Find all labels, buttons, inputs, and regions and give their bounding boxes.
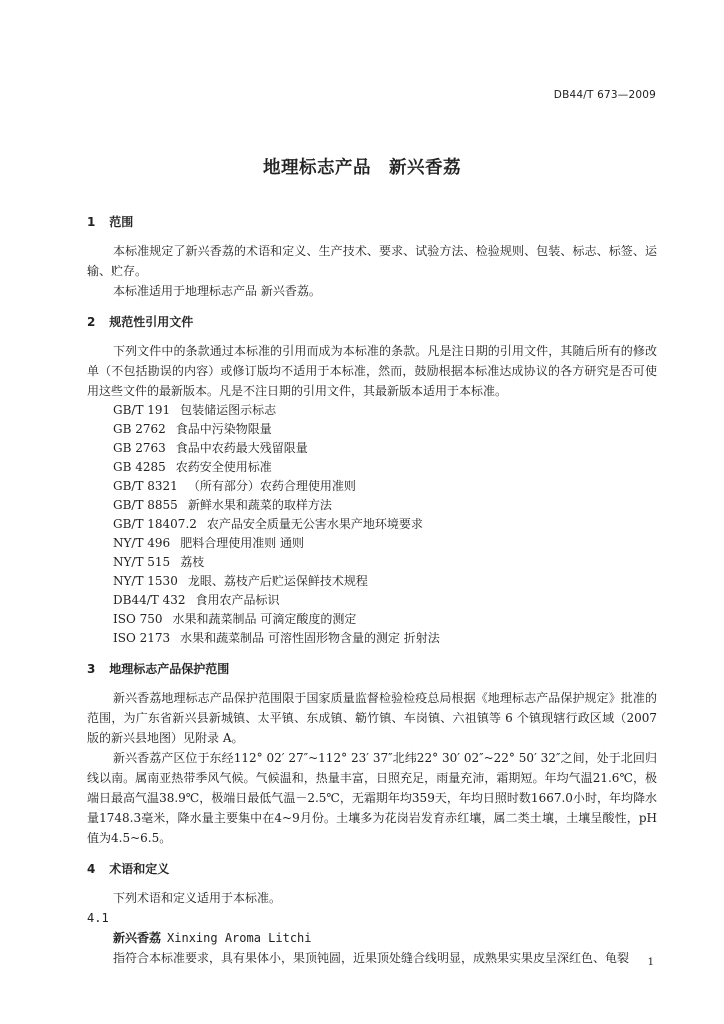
reference-code: GB/T 8855 (113, 498, 178, 512)
section-title: 术语和定义 (109, 862, 170, 876)
reference-item (113, 591, 657, 610)
reference-item (113, 439, 657, 458)
reference-code: GB/T 18407.2 (113, 517, 197, 531)
paragraph: 本标准规定了新兴香荔的术语和定义、生产技术、要求、试验方法、检验规则、包装、标志、标签、运输、贮存。 (87, 244, 657, 278)
term-english: Xinxing Aroma Litchi (167, 931, 312, 945)
reference-code: GB/T 191 (113, 403, 171, 417)
term-definition: 指符合本标准要求，具有果体小，果顶钝圆，近果顶处缝合线明显，成熟果实果皮呈深红色、龟裂 (113, 951, 630, 965)
reference-item (113, 496, 657, 515)
reference-item (113, 420, 657, 439)
reference-item (113, 572, 657, 591)
section-number: 1 (87, 215, 96, 229)
section-4-heading (87, 859, 657, 879)
paragraph: 新兴香荔产区位于东经112° 02′ 27″~112° 23′ 37″北纬22° 30′ 02″~22° 50′ 32″之间，处于北回归线以南。属南亚热带季风气候。气候温和，热量丰富，日照充足，雨量充沛，霜期短。年均气温21.6℃，极端日最高气温38.9℃，极端日最低气温－2.5℃，无霜期年均359天，年均日照时数1667.0小时，年均降水量1748.3毫米，降水量主要集中在4~9月份。土壤多为花岗岩发育赤红壤，属二类土壤，土壤呈酸性，pH值为4.5~6.5。 (87, 751, 657, 845)
page-number: 1 (647, 957, 654, 968)
section-number: 2 (87, 315, 96, 329)
reference-code: GB 2762 (113, 422, 166, 436)
reference-code: GB 4285 (113, 460, 166, 474)
paragraph: 下列文件中的条款通过本标准的引用而成为本标准的条款。凡是注日期的引用文件，其随后所有的修改单（不包括勘误的内容）或修订版均不适用于本标准，然而，鼓励根据本标准达成协议的各方研究是否可使用这些文件的最新版本。凡是不注日期的引用文件，其最新版本适用于本标准。 (87, 344, 657, 398)
section-1-heading (87, 212, 657, 232)
reference-code: DB44/T 432 (113, 593, 186, 607)
section-2-heading (87, 312, 657, 332)
reference-code: NY/T 1530 (113, 574, 178, 588)
reference-code: GB/T 8321 (113, 479, 178, 493)
reference-list (87, 401, 657, 648)
reference-title: 水果和蔬菜制品 可溶性固形物含量的测定 折射法 (180, 631, 440, 645)
reference-code: ISO 2173 (113, 631, 171, 645)
reference-item (113, 534, 657, 553)
section-number: 4 (87, 862, 96, 876)
reference-item (113, 458, 657, 477)
reference-item (113, 610, 657, 629)
reference-title: 食用农产品标识 (195, 593, 280, 607)
document-body (87, 212, 657, 968)
reference-title: 农药安全使用标准 (175, 460, 272, 474)
section-3-heading (87, 659, 657, 679)
reference-item (113, 515, 657, 534)
reference-title: 新鲜水果和蔬菜的取样方法 (187, 498, 332, 512)
reference-title: 肥料合理使用准则 通则 (180, 536, 305, 550)
section-number: 3 (87, 662, 96, 676)
reference-code: GB 2763 (113, 441, 166, 455)
document-title: 地理标志产品 新兴香荔 (263, 158, 461, 178)
term-chinese: 新兴香荔 (113, 931, 162, 945)
reference-title: 水果和蔬菜制品 可滴定酸度的测定 (172, 612, 357, 626)
paragraph: 新兴香荔地理标志产品保护范围限于国家质量监督检验检疫总局根据《地理标志产品保护规定》批准的范围，为广东省新兴县新城镇、太平镇、东成镇、簕竹镇、车岗镇、六祖镇等 6 个镇现辖行政区域（2007 版的新兴县地图）见附录 A。 (87, 691, 657, 745)
reference-title: 包装储运图示标志 (180, 403, 277, 417)
reference-title: 龙眼、荔枝产后贮运保鲜技术规程 (187, 574, 368, 588)
section-title: 地理标志产品保护范围 (109, 662, 230, 676)
reference-code: NY/T 515 (113, 555, 171, 569)
section-title: 规范性引用文件 (109, 315, 194, 329)
reference-code: ISO 750 (113, 612, 163, 626)
standard-code: DB44/T 673—2009 (553, 89, 656, 101)
reference-item (113, 629, 657, 648)
reference-title: 食品中污染物限量 (175, 422, 272, 436)
reference-title: （所有部分）农药合理使用准则 (187, 479, 356, 493)
term-entry (113, 928, 657, 948)
reference-item (113, 477, 657, 496)
reference-code: NY/T 496 (113, 536, 171, 550)
reference-title: 食品中农药最大残留限量 (175, 441, 308, 455)
reference-item (113, 401, 657, 420)
reference-title: 农产品安全质量无公害水果产地环境要求 (206, 517, 423, 531)
reference-item (113, 553, 657, 572)
paragraph: 本标准适用于地理标志产品 新兴香荔。 (113, 284, 321, 298)
section-title: 范围 (109, 215, 134, 229)
clause-number: 4.1 (87, 911, 109, 925)
reference-title: 荔枝 (180, 555, 205, 569)
paragraph: 下列术语和定义适用于本标准。 (113, 891, 282, 905)
